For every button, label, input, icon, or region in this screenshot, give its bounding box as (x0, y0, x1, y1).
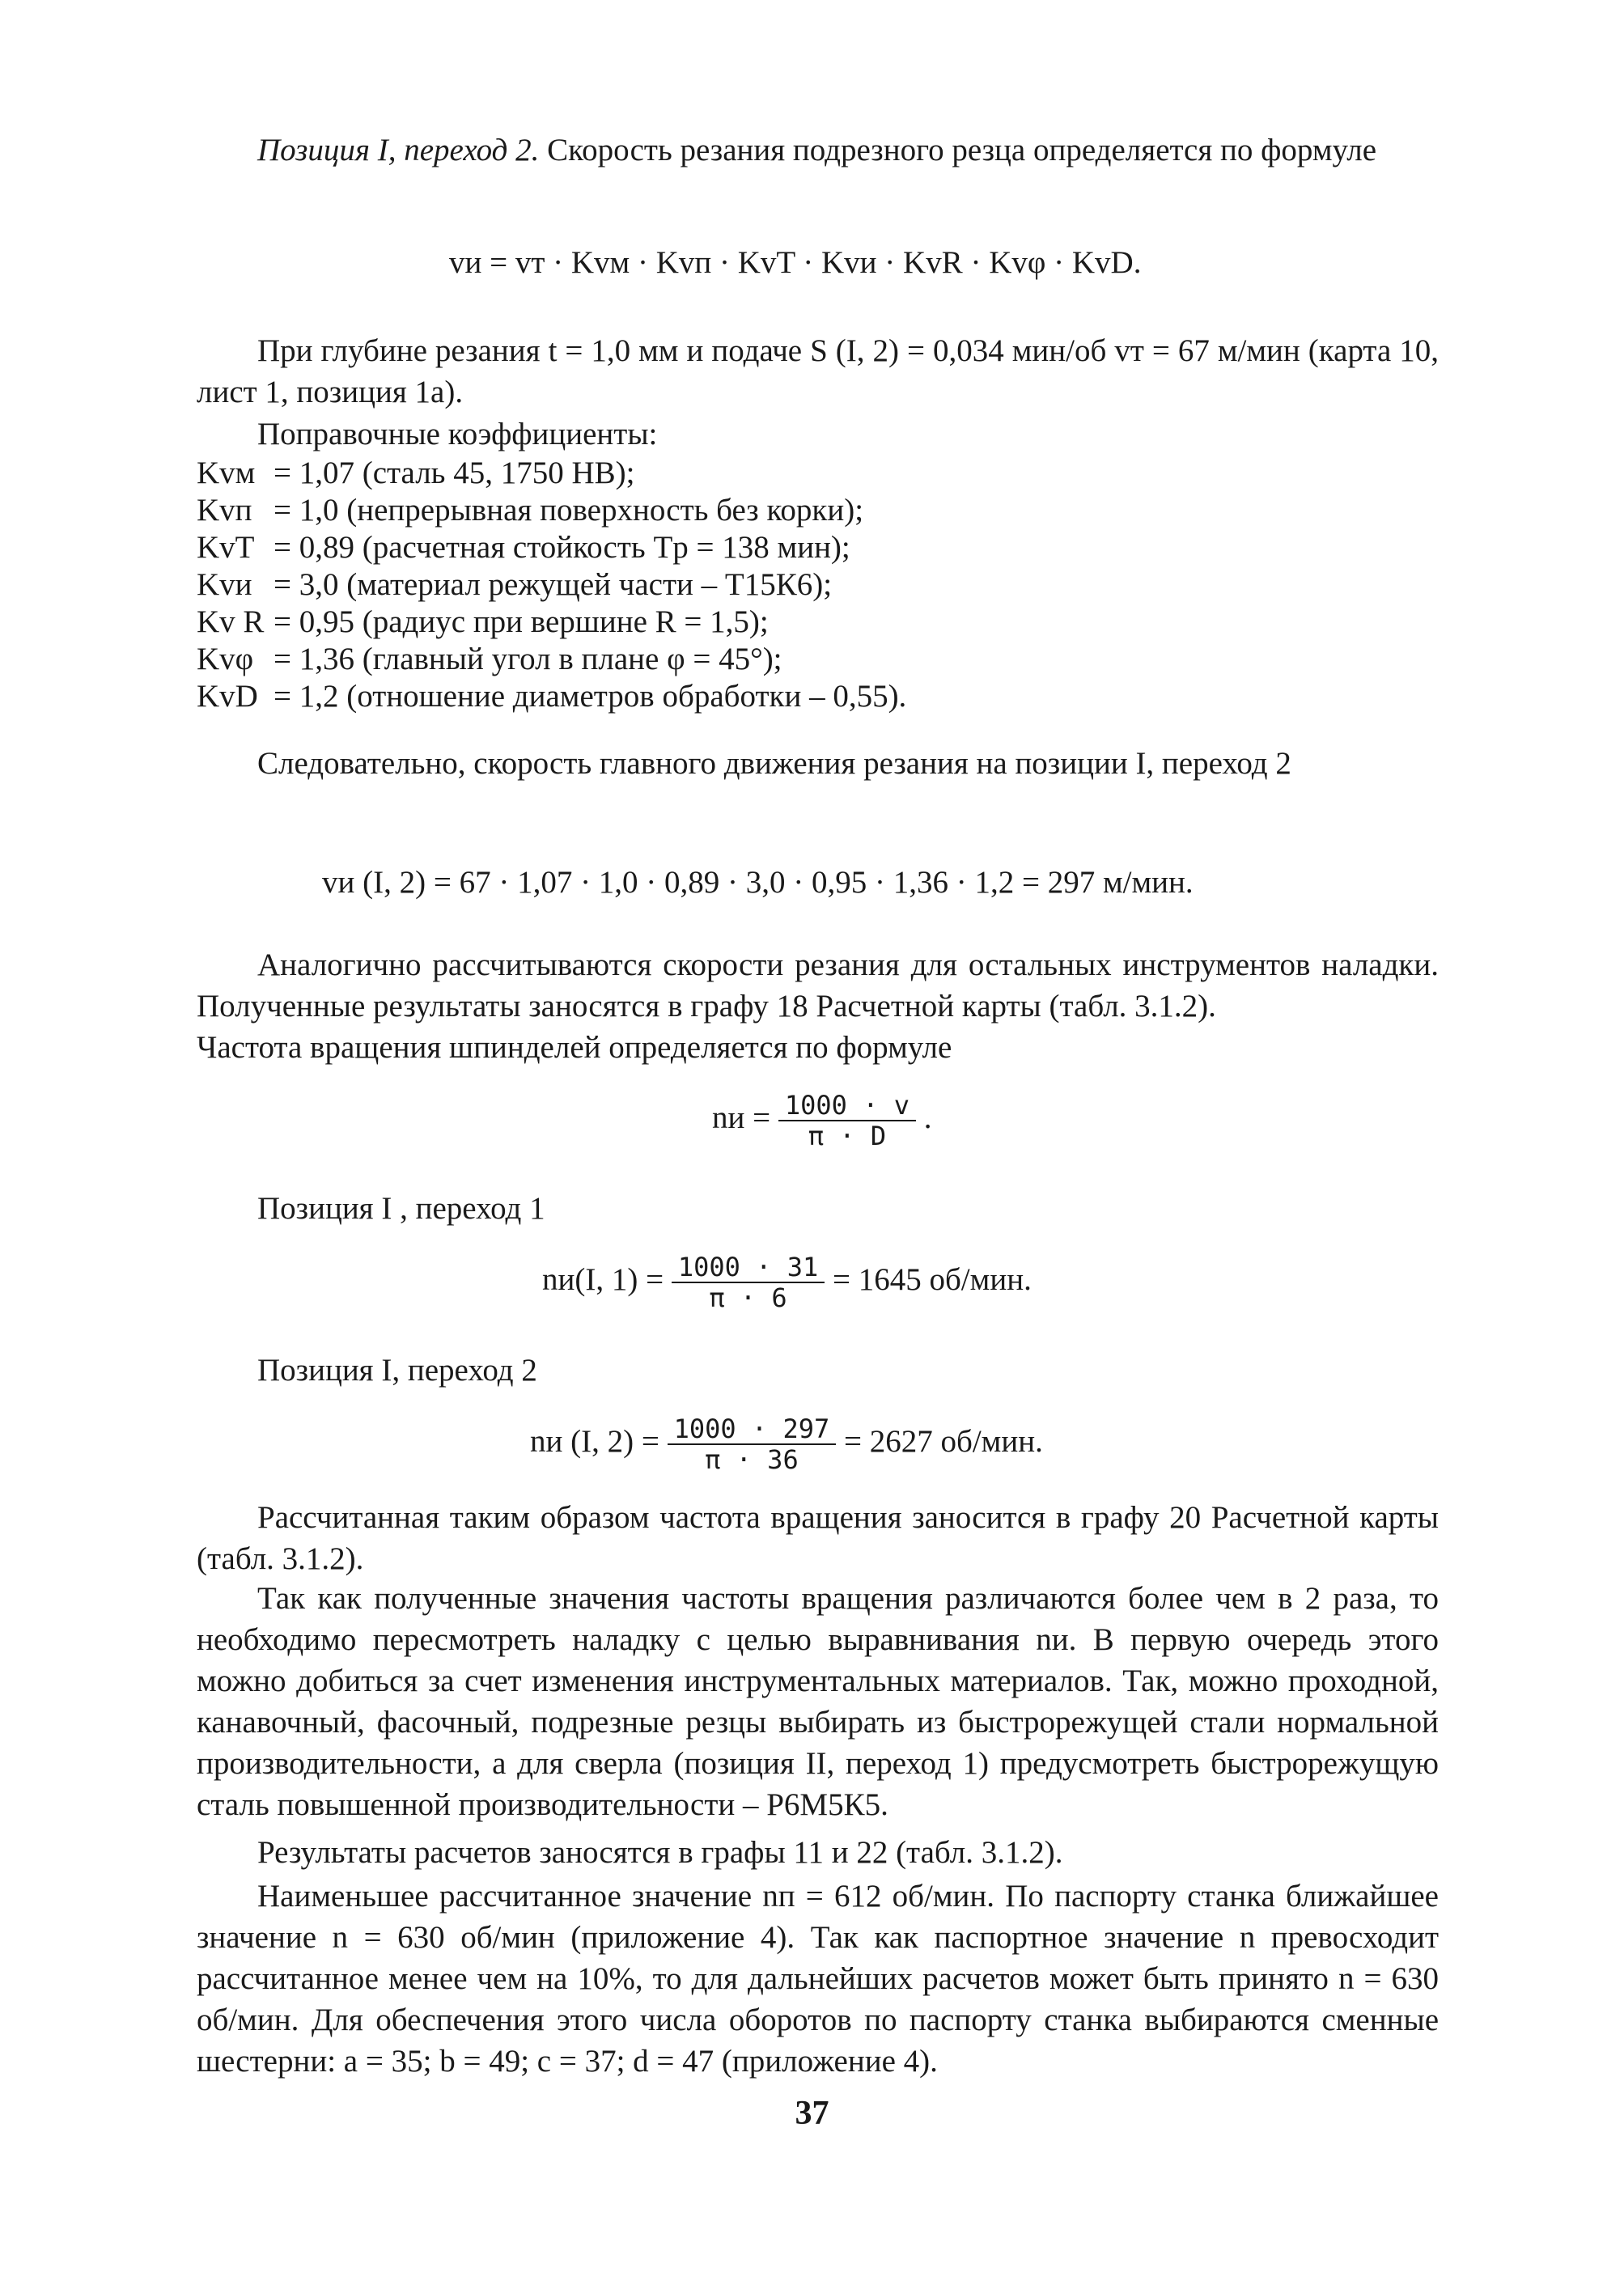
coefficient-symbol: KvT (197, 530, 255, 565)
heading-paragraph (197, 129, 1439, 171)
page-number: 37 (795, 2095, 829, 2132)
coefficient-row (197, 604, 769, 641)
frequency-intro: Частота вращения шпинделей определяется по формуле (197, 1030, 952, 1065)
heading-text: Скорость резания подрезного резца определяется по формуле (539, 133, 1377, 167)
coefficients-title: Поправочные коэффициенты: (257, 417, 658, 451)
coefficient-text: = 0,95 (радиус при вершине R = 1,5); (273, 604, 769, 639)
position-1-label: Позиция I , переход 1 (257, 1191, 545, 1226)
position-2-label: Позиция I, переход 2 (257, 1353, 537, 1388)
differ-paragraph: Так как полученные значения частоты вращения различаются более чем в 2 раза, то необходимо пересмотреть наладку с целью выравнивания nи. В первую очередь этого можно добиться за счет изменения инструментальных материалов. Так, можно проходной, канавочный, фасочный, подрезные резцы выбирать из быстрорежущей стали нормальной производительности, а для сверла (позиция II, переход 1) предусмотреть быстрорежущую сталь повышенной производительности – Р6М5К5. (197, 1581, 1439, 1822)
coefficient-row (197, 566, 832, 604)
coefficient-text: = 3,0 (материал режущей части – Т15К6); (273, 567, 833, 602)
velocity-calculation: vи (I, 2) = 67 · 1,07 · 1,0 · 0,89 · 3,0 · 0,95 · 1,36 · 1,2 = 297 м/мин. (322, 865, 1194, 900)
coefficient-row (197, 678, 906, 715)
fraction-numerator: 1000 · 31 (672, 1252, 825, 1283)
coefficient-symbol: Kvм (197, 456, 256, 490)
coefficient-symbol: Kv R (197, 604, 265, 639)
coefficient-text: = 0,89 (расчетная стойкость Tр = 138 мин); (273, 530, 850, 565)
conditions-paragraph: При глубине резания t = 1,0 мм и подаче S (I, 2) = 0,034 мин/об vт = 67 м/мин (карта 10, лист 1, позиция 1а). (197, 333, 1439, 409)
frequency-calc-2 (530, 1414, 1043, 1474)
calc-lhs: nи(I, 1) = (542, 1261, 664, 1297)
coefficient-row (197, 641, 782, 678)
entered-paragraph: Рассчитанная таким образом частота вращения заносится в графу 20 Расчетной карты (табл. 3.1.2). (197, 1500, 1439, 1576)
coefficient-row (197, 492, 863, 529)
fraction (668, 1414, 837, 1474)
coefficient-symbol: Kvφ (197, 642, 254, 676)
heading-label: Позиция I, переход 2. (257, 133, 540, 167)
coefficient-row (197, 529, 850, 566)
fraction-denominator: π · 36 (705, 1444, 799, 1475)
similar-paragraph: Аналогично рассчитываются скорости резания для остальных инструментов наладки. Полученные результаты заносятся в графу 18 Расчетной карты (табл. 3.1.2). (197, 947, 1439, 1024)
calc-rhs: = 2627 об/мин. (843, 1423, 1043, 1459)
coefficient-row (197, 455, 634, 492)
conclusion-paragraph: Следовательно, скорость главного движения резания на позиции I, переход 2 (257, 746, 1291, 781)
coefficient-symbol: KvD (197, 679, 258, 714)
formula-frequency (712, 1091, 932, 1151)
coefficient-text: = 1,0 (непрерывная поверхность без корки); (273, 493, 864, 528)
calc-rhs: = 1645 об/мин. (832, 1261, 1032, 1297)
calc-lhs: nи (I, 2) = (530, 1423, 659, 1459)
results-paragraph: Результаты расчетов заносятся в графы 11 и 22 (табл. 3.1.2). (257, 1835, 1063, 1870)
coefficient-text: = 1,07 (сталь 45, 1750 НВ); (273, 456, 635, 490)
fraction-numerator: 1000 · v (778, 1091, 916, 1121)
coefficient-text: = 1,36 (главный угол в плане φ = 45°); (273, 642, 782, 676)
formula-lhs: nи = (712, 1100, 771, 1135)
formula-end: . (923, 1100, 932, 1135)
minimum-paragraph: Наименьшее рассчитанное значение nп = 612 об/мин. По паспорту станка ближайшее значение n = 630 об/мин (приложение 4). Так как паспортное значение n превосходит рассчитанное менее чем на 10%, то для дальнейших расчетов может быть принято n = 630 об/мин. Для обеспечения этого числа оборотов по паспорту станка выбираются сменные шестерни: а = 35; b = 49; с = 37; d = 47 (приложение 4). (197, 1879, 1439, 2079)
coefficient-symbol: Kvи (197, 567, 252, 602)
fraction-numerator: 1000 · 297 (668, 1414, 837, 1445)
formula-velocity: vи = vт · Kvм · Kvп · KvT · Kvи · KvR · Kvφ · KvD. (449, 245, 1142, 280)
fraction (778, 1091, 916, 1151)
frequency-calc-1 (542, 1252, 1032, 1312)
coefficient-text: = 1,2 (отношение диаметров обработки – 0,55). (273, 679, 907, 714)
fraction-denominator: π · 6 (709, 1282, 787, 1313)
coefficient-symbol: Kvп (197, 493, 252, 528)
fraction (672, 1252, 825, 1312)
fraction-denominator: π · D (808, 1121, 887, 1151)
